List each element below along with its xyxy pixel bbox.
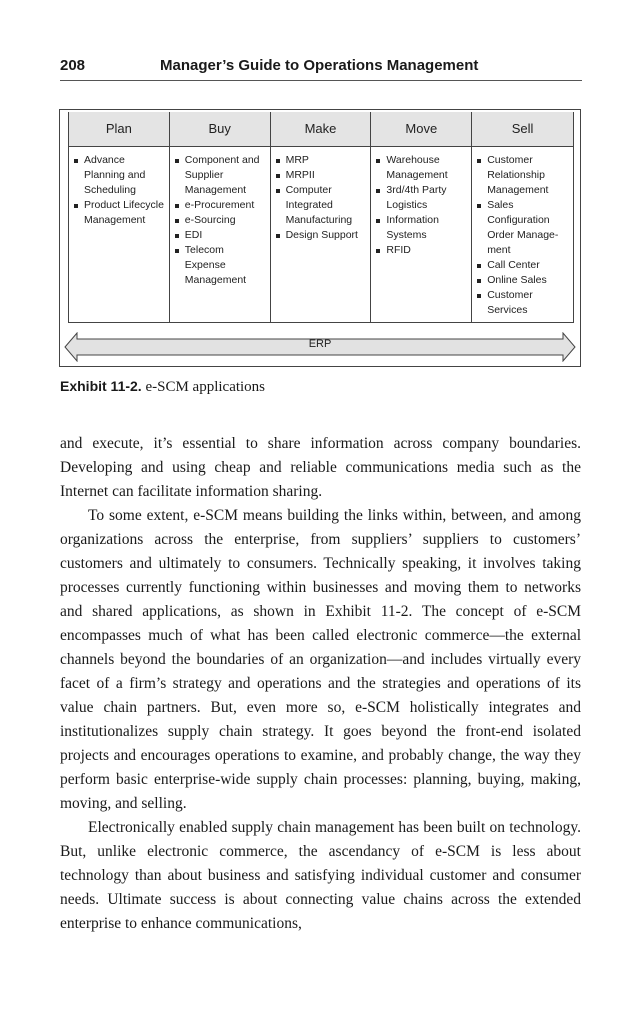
column-plan [69, 112, 170, 322]
paragraph: and execute, it’s essential to share information across company boundaries. Developing and using cheap and reliable communications media such as the Internet can facilitate information sharing. [60, 435, 581, 500]
list-item: MRPII [275, 168, 368, 183]
column-header: Buy [170, 112, 270, 147]
list-item: Design Support [275, 228, 368, 243]
list-item: Telecom Expense Management [174, 243, 267, 288]
page-header [60, 56, 582, 81]
list-item: 3rd/4th Party Logistics [375, 183, 468, 213]
running-head: Manager’s Guide to Operations Management [160, 57, 479, 74]
column-header: Plan [69, 112, 169, 147]
column-list [271, 147, 371, 247]
column-buy [170, 112, 271, 322]
escm-applications-table [68, 112, 574, 323]
caption-label: Exhibit 11-2. [60, 378, 142, 394]
list-item: e-Procurement [174, 198, 267, 213]
column-header: Make [271, 112, 371, 147]
list-item: Computer Integrated Manufacturing [275, 183, 368, 228]
column-header: Move [371, 112, 471, 147]
list-item: MRP [275, 153, 368, 168]
column-make [271, 112, 372, 322]
list-item: EDI [174, 228, 267, 243]
list-item: Customer Services [476, 288, 570, 318]
list-item: e-Sourcing [174, 213, 267, 228]
column-list [371, 147, 471, 262]
exhibit-caption [60, 378, 265, 396]
list-item: Advance Planning and Scheduling [73, 153, 166, 198]
column-header: Sell [472, 112, 573, 147]
paragraph: Electronically enabled supply chain management has been built on technology. But, unlike electronic commerce, the ascendancy of e-SCM is less about technology than about business and satisfying individual customer and consumer needs. Ultimate success is about connecting value chains across the extended enterprise to enhance communications, [60, 819, 581, 932]
list-item: Online Sales [476, 273, 570, 288]
column-list [472, 147, 573, 322]
column-list [170, 147, 270, 292]
erp-label: ERP [308, 338, 332, 350]
column-move [371, 112, 472, 322]
caption-text: e-SCM applications [141, 379, 266, 395]
body-text [60, 432, 581, 936]
list-item: Warehouse Management [375, 153, 468, 183]
list-item: Component and Supplier Management [174, 153, 267, 198]
column-sell [472, 112, 573, 322]
list-item: Product Lifecycle Management [73, 198, 166, 228]
list-item: Sales Configuration Order Manage-ment [476, 198, 570, 258]
list-item: Information Systems [375, 213, 468, 243]
column-list [69, 147, 169, 232]
list-item: Customer Relationship Management [476, 153, 570, 198]
page-number: 208 [60, 57, 86, 74]
list-item: Call Center [476, 258, 570, 273]
exhibit-figure [59, 109, 581, 367]
paragraph: To some extent, e-SCM means building the links within, between, and among organizations across the enterprise, from suppliers’ suppliers to customers’ customers and ultimately to consumers. Technically speaking, it involves taking processes currently functioning within businesses and moving them to networks and shared applications, as shown in Exhibit 11-2. The concept of e-SCM encompasses much of what has been called electronic commerce—the external channels beyond the boundaries of an organization—and includes virtually every facet of a firm’s strategy and operations and the strategies and operations of its value chain partners. But, even more so, e-SCM holistically integrates and institutionalizes supply chain strategy. It goes beyond the front-end isolated projects and encourages operations to examine, and probably change, the way they perform basic enterprise-wide supply chain processes: planning, buying, making, moving, and selling. [60, 507, 581, 812]
list-item: RFID [375, 243, 468, 258]
